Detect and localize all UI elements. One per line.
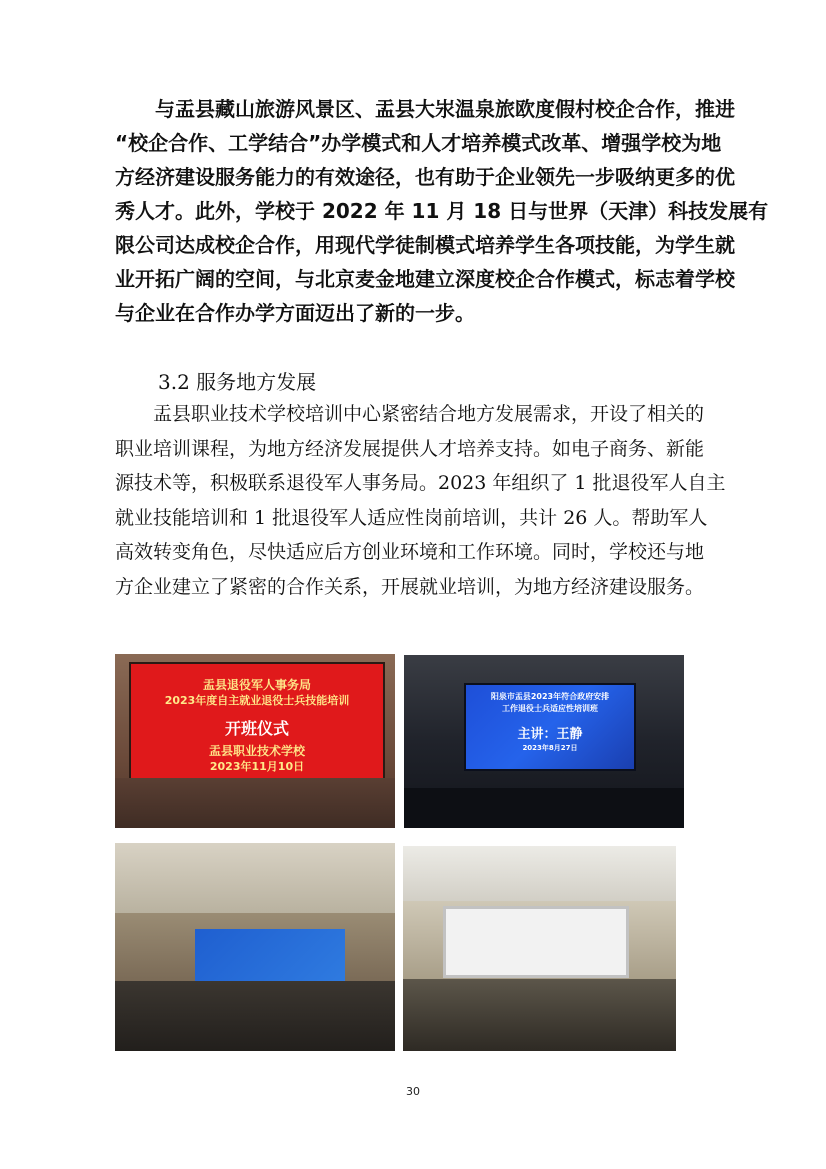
screen-text: 盂县职业技术学校	[208, 744, 305, 758]
screen-text: 主讲：王静	[517, 727, 583, 742]
screen-text: 2023年11月10日	[209, 760, 305, 773]
photo-audience	[403, 979, 676, 1051]
text-line: 与盂县藏山旅游风景区、盂县大汖温泉旅欧度假村校企合作，推进	[155, 97, 735, 121]
text-line: 业开拓广阔的空间，与北京麦金地建立深度校企合作模式，标志着学校	[115, 267, 735, 291]
text-line: 源技术等，积极联系退役军人事务局。2023 年组织了 1 批退役军人自主	[115, 472, 726, 494]
screen-text: 阳泉市盂县2023年符合政府安排	[490, 692, 610, 701]
screen-text: 2023年8月27日	[522, 744, 578, 752]
red-led-screen	[129, 662, 385, 780]
photo-ceiling	[403, 846, 676, 901]
photo-floor	[115, 778, 395, 828]
section-heading: 3.2 服务地方发展	[158, 370, 317, 394]
text-line: 方企业建立了紧密的合作关系，开展就业培训，为地方经济建设服务。	[115, 575, 705, 598]
body-paragraph-bold	[115, 92, 769, 330]
photo-audience	[115, 981, 395, 1051]
text-line: 盂县职业技术学校培训中心紧密结合地方发展需求，开设了相关的	[153, 403, 705, 425]
photo-desk	[404, 788, 684, 828]
text-line: 限公司达成校企合作，用现代学徒制模式培养学生各项技能，为学生就	[115, 233, 735, 257]
screen-text: 盂县退役军人事务局	[202, 678, 311, 692]
screen-text: 工作退役士兵适应性培训班	[502, 704, 598, 713]
photo-training-lecture	[404, 655, 684, 828]
screen-text: 开班仪式	[224, 719, 289, 738]
photo-training-room	[115, 843, 395, 1051]
photo-ceiling	[115, 843, 395, 913]
photo-classroom	[403, 846, 676, 1051]
text-line: 与企业在合作办学方面迈出了新的一步。	[115, 301, 475, 325]
text-line: 就业技能培训和 1 批退役军人适应性岗前培训，共计 26 人。帮助军人	[115, 506, 708, 529]
text-line: 秀人才。此外，学校于 2022 年 11 月 18 日与世界（天津）科技发展有	[115, 199, 769, 223]
projection-screen	[195, 929, 345, 985]
projection-screen	[443, 906, 629, 978]
screen-text: 2023年度自主就业退役士兵技能培训	[164, 694, 350, 707]
photo-opening-ceremony	[115, 654, 395, 828]
body-paragraph	[115, 397, 726, 604]
text-line: 方经济建设服务能力的有效途径，也有助于企业领先一步吸纳更多的优	[115, 165, 735, 189]
page-number: 30	[406, 1085, 420, 1098]
blue-led-screen	[464, 683, 636, 771]
text-line: 职业培训课程，为地方经济发展提供人才培养支持。如电子商务、新能	[115, 437, 705, 460]
text-line: 高效转变角色，尽快适应后方创业环境和工作环境。同时，学校还与地	[115, 541, 705, 563]
text-line: “校企合作、工学结合”办学模式和人才培养模式改革、增强学校为地	[115, 131, 722, 155]
